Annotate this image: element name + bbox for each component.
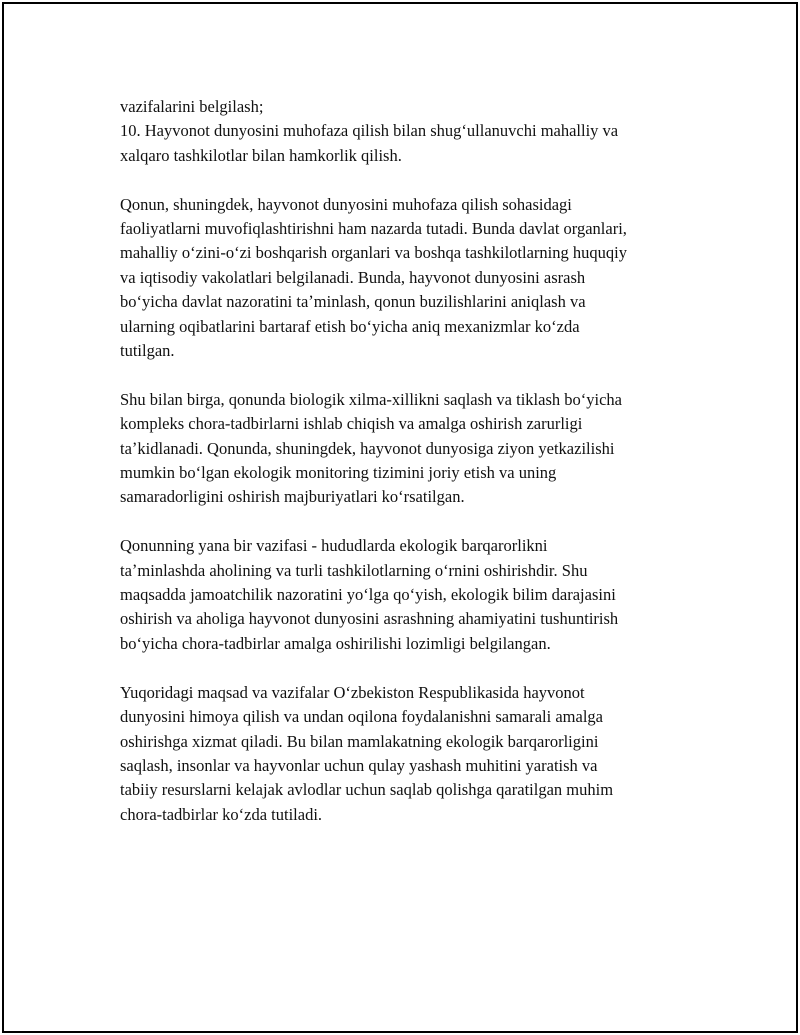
document-page — [2, 2, 798, 1033]
paragraph-public-role: Qonunning yana bir vazifasi - hududlarda ekologik barqarorlikni taʼminlashda aholining va turli tashkilotlarning oʻrnini oshirishdir. Shu maqsadda jamoatchilik nazoratini yoʻlga qoʻyish, ekologik bilim darajasini oshirish va aholiga hayvonot dunyosini asrashning ahamiyatini tushuntirish boʻyicha chora-tadbirlar amalga oshirilishi lozimligi belgilangan. — [120, 536, 619, 653]
paragraph-coordination: Qonun, shuningdek, hayvonot dunyosini muhofaza qilish sohasidagi faoliyatlarni muvofiqlashtirishni ham nazarda tutadi. Bunda davlat organlari, mahalliy oʻzini-oʻzi boshqarish organlari va boshqa tashkilotlarning huquqiy va iqtisodiy vakolatlari belgilanadi. Bunda, hayvonot dunyosini asrash boʻyicha davlat nazoratini taʼminlash, qonun buzilishlarini aniqlash va ularning oqibatlarini bartaraf etish boʻyicha aniq mexanizmlar koʻzda tutilgan. — [120, 194, 627, 361]
document-body — [120, 95, 690, 852]
paragraph-list-continuation: vazifalarini belgilash; 10. Hayvonot dunyosini muhofaza qilish bilan shugʻullanuvchi mahalliy va xalqaro tashkilotlar bilan hamkorlik qilish. — [120, 97, 619, 165]
paragraph-biodiversity: Shu bilan birga, qonunda biologik xilma-xillikni saqlash va tiklash boʻyicha kompleks chora-tadbirlarni ishlab chiqish va amalga oshirish zarurligi taʼkidlanadi. Qonunda, shuningdek, hayvonot dunyosiga ziyon yetkazilishi mumkin boʻlgan ekologik monitoring tizimini joriy etish va uning samaradorligini oshirish majburiyatlari koʻrsatilgan. — [120, 389, 622, 507]
paragraph-conclusion: Yuqoridagi maqsad va vazifalar Oʻzbekiston Respublikasida hayvonot dunyosini himoya qilish va undan oqilona foydalanishni samarali amalga oshirishga xizmat qiladi. Bu bilan mamlakatning ekologik barqarorligini saqlash, insonlar va hayvonlar uchun qulay yashash muhitini yaratish va tabiiy resurslarni kelajak avlodlar uchun saqlab qolishga qaratilgan muhim chora-tadbirlar koʻzda tutiladi. — [120, 682, 614, 824]
